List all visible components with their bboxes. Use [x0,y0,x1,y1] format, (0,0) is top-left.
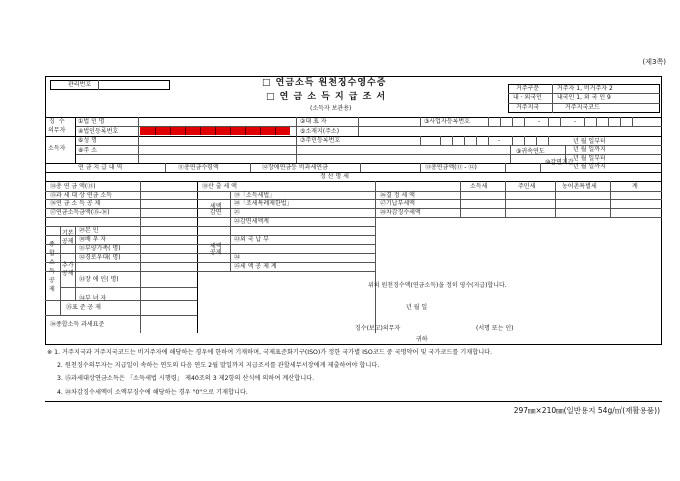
deduction-self: ㉙본 인 [79,227,99,234]
calc-foreign-paid: ㉓외 국 납 부 [234,236,269,243]
calc-income-deduction: ⑯연 금 소 득 공 제 [50,200,101,207]
nontaxable-pension: ⑫장애연금등 비과세연금 [262,164,328,171]
earner-address-label: ⑧주 소 [78,147,97,154]
mgmt-no-label: 관리번호 [68,81,92,88]
deduction-disabled: ㉝장 애 인( 명) [79,276,119,283]
note-3: 3. ⑮과세대상연금소득은 「소득세법 시행령」 제40조의 3 제2항의 산식에 의하여 계산합니다. [57,375,315,382]
receipt-date: 년 월 일 [406,304,428,311]
calc-prepaid-tax: ㉗기납부세액 [380,200,415,207]
deduction-group: 종 합 소 득 공 제 [49,241,55,293]
earner-name-label: ⑥성 명 [78,137,97,144]
calc-determined-tax: ㉖결 정 세 액 [380,192,415,199]
total-pension: ⑬총연금액(⑪ - ⑫) [425,164,477,171]
col-total: 계 [632,183,638,190]
period-from-1: 년 월 일부터 [573,138,606,145]
nationality-label: 내 · 외국인 [513,94,542,101]
residency-label: 거주구분 [516,85,540,92]
calc-computed-tax: ⑱산 출 세 액 [202,183,237,190]
deduction-dependents: ㉛부양가족( 명) [79,245,121,252]
reduction-period-label: ⑩감면기간 [545,159,574,166]
pay-detail-label: 연 금 지 급 내 역 [78,164,123,171]
calc-taxable-income: ⑮과 세 대 상 연금 소득 [50,192,112,199]
calc-reduction-total: ㉒감면세액계 [234,218,269,225]
deduction-woman: ㉞부 녀 자 [79,295,107,302]
calc-credit-other: ㉔ [234,254,241,261]
sign-placeholder: (서명 또는 인) [476,325,514,332]
calc-special-tax-act: ⑳「조세특례제한법」 [234,200,293,207]
biz-reg-label: ③사업자등록번호 [424,118,470,125]
note-1: ※ 1. 거주지국과 거주지국코드는 비거주자에 해당하는 경우에 한하여 기재하며, 국제표준화기구(ISO)가 정한 국가별 ISO코드 중 국명약어 및 국가코드를 기재합니다. [47,349,493,356]
ceo-label: ②대 표 자 [300,118,327,125]
residence-country-code: 거주지국코드 [565,104,600,111]
tax-reduction-side: 세액 감면 [210,203,222,216]
corp-reg-label: ④법인등록번호 [78,128,119,135]
residence-country: 거주지국 [516,104,540,111]
note-2: 2. 원천징수의무자는 지급일이 속하는 연도의 다음 연도 2월 말일까지 지급조서를 관할세무서장에게 제출하여야 합니다. [57,362,380,369]
period-from-2: 년 월 일부터 [573,155,606,162]
deduction-standard: ㉟표 준 공 제 [66,304,101,311]
earner-rrn-label: ⑦주민등록번호 [300,137,341,144]
deduction-elderly: ㉜경로우대( 명) [79,254,121,261]
calc-title: 정 산 명 세 [320,173,349,180]
deduction-spouse: ㉚배 우 자 [79,236,107,243]
period-to-1: 년 월 일까지 [573,146,606,153]
tax-credit-side: 세액 공제 [210,243,222,256]
payer-group-2: 의무자 [48,127,66,134]
withholding-agent: 징수(보고)의무자 [355,325,401,332]
corp-name-label: ①법 인 명 [78,118,105,125]
nationality-value: 내국인 1, 외 국 인 9 [557,94,611,101]
total-pension-received: ⑪총연금수령액 [178,164,219,171]
calc-total-pension: ⑭총 연 금 액(⑬) [50,183,96,190]
col-rural-tax: 농어촌특별세 [562,183,597,190]
period-to-2: 년 월 일까지 [573,163,606,170]
calc-credit-total: ㉕세 액 공 제 계 [234,263,277,270]
title-receipt: □ 연금소득 원천징수영수증 [262,78,387,88]
basic-deduction-group: 기본 공제 [62,230,74,245]
calc-income-tax-act: ⑲「소득세법」 [234,192,276,199]
calc-net-tax: ㉘차감징수세액 [380,209,421,216]
note-4: 4. ㉘차감징수세액이 소액부징수에 해당하는 경우 "0"으로 기재합니다. [57,389,248,396]
additional-deduction-group: 추가 공제 [62,262,74,277]
page-label: (제3쪽) [642,58,666,66]
attribution-year-label: ⑨귀속연도 [516,148,545,155]
residency-value: 거주자 1, 비거주자 2 [557,85,613,92]
receipt-to: 귀하 [416,336,428,343]
calc-reduction-other: ㉑ [234,209,241,216]
col-income-tax: 소득세 [470,183,488,190]
earner-group: 소득자 [48,145,66,152]
payer-group: 징 수 [49,118,66,125]
calc-income-amount: ⑰연금소득금액(⑮-⑯) [50,209,110,216]
tax-base: ㊱종합소득 과세표준 [50,321,105,328]
title-sub: (소득자 보관용) [310,105,352,112]
col-resident-tax: 주민세 [518,183,536,190]
title-statement: □ 연 금 소 득 지 급 조 서 [266,92,387,102]
receipt-statement: 위의 원천징수액(연금소득)을 정히 영수(지급)합니다. [368,282,507,289]
paper-spec: 297㎜×210㎜(일반용지 54g/㎡(재활용품)) [513,406,660,415]
address-label: ⑤소재지(주소) [300,128,340,135]
